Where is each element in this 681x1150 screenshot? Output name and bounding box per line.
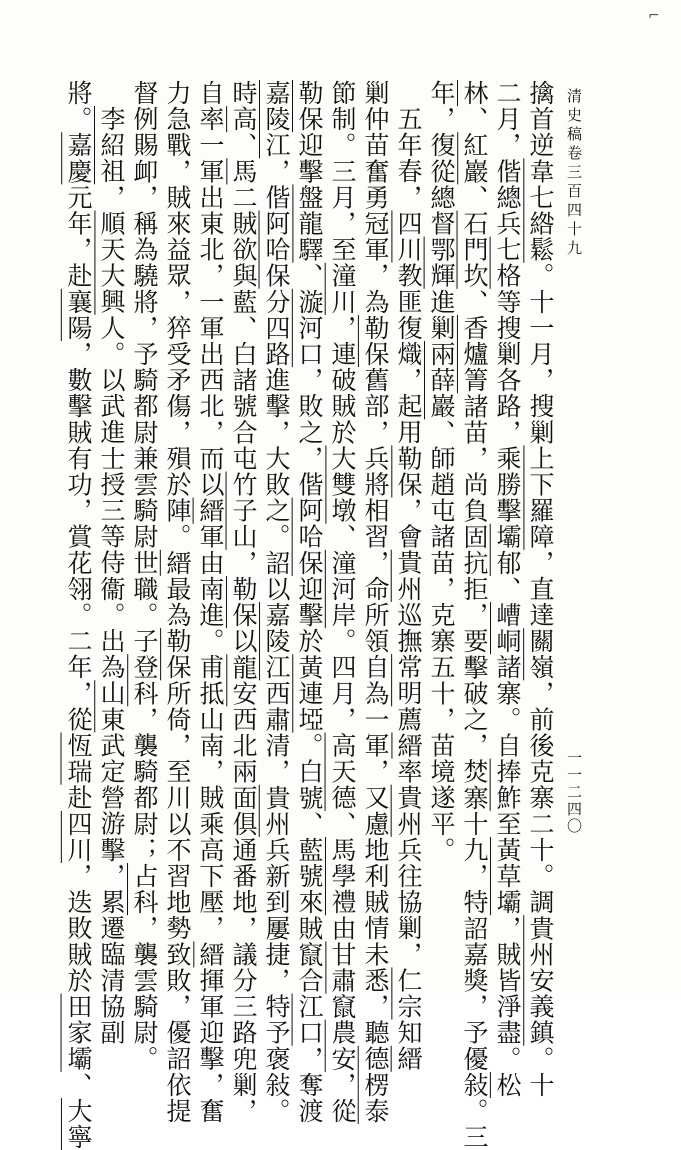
text-run: 西北兩面俱通番地，議分三路兜剿， xyxy=(229,706,258,1125)
text-column xyxy=(193,80,227,1125)
proper-noun: 德楞泰 xyxy=(361,1045,390,1125)
text-column xyxy=(226,80,260,1125)
text-run: 、師趙屯諸苗，克寨五十，苗境遂平。 xyxy=(427,419,456,864)
proper-noun: 嘉陵江 xyxy=(262,80,291,159)
proper-noun: 阿哈保 xyxy=(295,497,324,576)
proper-noun: 登科 xyxy=(130,654,159,707)
proper-noun: 黃連埡 xyxy=(295,654,324,733)
text-run: 軍由南進。甫抵山南，賊乘高下壓， xyxy=(196,523,225,942)
proper-noun: 兩薛巖 xyxy=(427,341,456,420)
text-run: 由 xyxy=(328,915,357,942)
proper-noun: 竹子山 xyxy=(229,471,258,550)
proper-noun: 紅巖 xyxy=(460,132,489,185)
text-run: 。白號、藍號來賊竄合 xyxy=(295,732,324,994)
text-run: 諸苗，尚負固抗拒，要擊破之，焚寨十九，特詔嘉獎，予優敍。三 xyxy=(460,393,489,1150)
proper-noun: 貴州安義鎮 xyxy=(526,915,555,1046)
text-column xyxy=(325,80,359,1125)
proper-noun: 仁宗 xyxy=(394,967,423,1020)
text-run: ，數擊賊有功，賞花翎。二年，從 xyxy=(64,341,93,733)
proper-noun: 關嶺 xyxy=(526,628,555,681)
text-run: 薦 xyxy=(394,706,423,733)
text-run: 最為 xyxy=(163,575,192,629)
text-run: 分四路進擊，大敗之。詔以 xyxy=(262,288,291,603)
text-run: 至 xyxy=(493,810,522,837)
text-column xyxy=(358,80,392,1125)
proper-noun: 勒保 xyxy=(295,80,324,133)
text-column xyxy=(127,80,161,1072)
text-run: 迎擊於 xyxy=(295,575,324,655)
proper-noun: 盤龍驛 xyxy=(295,184,324,263)
text-run: 元年，赴 xyxy=(64,184,93,289)
proper-noun: 李紹祖 xyxy=(97,106,126,185)
text-run: 。四月， xyxy=(328,628,357,733)
text-run: 、 xyxy=(493,575,522,603)
text-run: 巡撫 xyxy=(394,601,423,655)
proper-noun: 縉 xyxy=(394,1045,423,1072)
text-run: 等搜剿各路，乘勝擊 xyxy=(493,288,522,524)
page-corner-mark: ⌐ xyxy=(648,8,660,24)
text-column xyxy=(94,80,128,1046)
proper-noun: 勒保 xyxy=(229,575,258,629)
proper-noun: 黃草壩 xyxy=(493,836,522,916)
text-column xyxy=(259,80,293,1125)
text-run: 、 xyxy=(295,262,324,289)
text-run: ，直達 xyxy=(526,549,555,629)
proper-noun: 四川 xyxy=(394,210,423,263)
proper-noun: 農安 xyxy=(328,1019,357,1072)
text-run: 西肅清， xyxy=(262,680,291,785)
text-run: ，襲雲騎尉。 xyxy=(130,915,159,1072)
text-run: 、 xyxy=(460,288,489,315)
text-run: 揮軍迎擊，奮 xyxy=(196,967,225,1125)
text-run: 進剿 xyxy=(427,288,456,342)
text-run: ，偕 xyxy=(262,158,291,211)
text-run: 迎擊 xyxy=(295,132,324,185)
text-run: 、 xyxy=(328,810,357,837)
text-run: 舊部，兵將相習，命所領自為一軍，又慮地利賊情未悉，聽 xyxy=(361,367,390,1046)
text-run: ， xyxy=(229,549,258,576)
text-run: 擒首逆 xyxy=(526,80,555,159)
proper-noun: 貴州 xyxy=(394,549,423,602)
proper-noun: 七格 xyxy=(493,236,522,289)
text-column xyxy=(424,80,458,975)
proper-noun: 貴州 xyxy=(394,784,423,837)
proper-noun: 壩郁 xyxy=(493,523,522,576)
text-run: 知 xyxy=(394,1019,423,1046)
text-column xyxy=(160,80,194,1125)
proper-noun: 大寧 xyxy=(64,1097,93,1150)
text-run: 竄 xyxy=(328,993,357,1020)
proper-noun: 甘肅 xyxy=(328,941,357,994)
text-run: 力急戰，賊來益眾，猝受矛傷，殞於陣。 xyxy=(163,80,192,550)
proper-noun: 捧鮓 xyxy=(493,758,522,811)
proper-noun: 勒保 xyxy=(163,628,192,681)
text-run: 將。 xyxy=(64,80,93,133)
text-run: 。十 xyxy=(526,1045,555,1098)
text-run: 、 xyxy=(229,132,258,159)
proper-noun: 襄陽 xyxy=(64,288,93,342)
proper-noun: 馬 xyxy=(229,158,258,185)
proper-noun: 高 xyxy=(229,106,258,133)
text-run: 節制。三月，至 xyxy=(328,80,357,263)
proper-noun: 常明 xyxy=(394,654,423,707)
text-column xyxy=(61,80,95,1150)
proper-noun: 占科 xyxy=(130,863,159,916)
proper-noun: 馬學禮 xyxy=(328,836,357,916)
proper-noun: 潼川 xyxy=(328,262,357,315)
text-column xyxy=(523,80,557,1098)
proper-noun: 林 xyxy=(460,80,489,107)
proper-noun: 嶆峒 xyxy=(493,602,522,655)
proper-noun: 嘉慶 xyxy=(64,132,93,185)
text-run: 以 xyxy=(229,628,258,655)
text-run: ，賊皆淨盡。 xyxy=(493,915,522,1072)
text-run: 、 xyxy=(460,106,489,133)
text-run: 、 xyxy=(328,523,357,550)
proper-noun: 高天德 xyxy=(328,732,357,811)
text-column xyxy=(292,80,326,1125)
text-run: 二月，偕總兵 xyxy=(493,80,522,237)
text-run: 所倚，至川以不習地勢致敗，優詔依提 xyxy=(163,680,192,1125)
proper-noun: 縉 xyxy=(394,732,423,759)
text-run: 率 xyxy=(394,758,423,785)
text-run: 赴 xyxy=(64,784,93,811)
proper-noun: 江口 xyxy=(295,993,324,1046)
text-run: 教匪復熾，起用 xyxy=(394,262,423,446)
text-run: 武定營游擊，累遷臨清協副 xyxy=(97,732,126,1046)
text-run: 五年春， xyxy=(394,106,423,211)
text-run: ，敗之，偕 xyxy=(295,367,324,498)
text-run: 二賊欲與藍、白諸號合屯 xyxy=(229,184,258,472)
text-run: 。十一月，搜剿 xyxy=(526,262,555,446)
proper-noun: 縉 xyxy=(163,549,192,576)
text-run: 剿仲苗奮勇冠軍，為 xyxy=(361,80,390,315)
proper-noun: 潼河岸 xyxy=(328,549,357,629)
text-run: 兵新到屢捷，特予褒敍。 xyxy=(262,836,291,1125)
proper-noun: 田家壩 xyxy=(64,993,93,1072)
running-title: 清史稿卷三百四十九 xyxy=(565,88,583,259)
text-column xyxy=(391,80,425,1072)
text-run: 、 xyxy=(64,1071,93,1098)
proper-noun: 勒保 xyxy=(394,445,423,498)
proper-noun: 石門坎 xyxy=(460,210,489,289)
proper-noun: 縉 xyxy=(196,497,225,524)
text-run: 自率一軍出東北，一軍出西北，而以 xyxy=(196,80,225,498)
page-number: 一一二四〇 xyxy=(565,750,583,835)
proper-noun: 大雙墩 xyxy=(328,445,357,524)
proper-noun: 縉 xyxy=(196,941,225,968)
text-run: 時 xyxy=(229,80,258,107)
text-run: 人。以武進士授三等侍衞。出為 xyxy=(97,314,126,681)
proper-noun: 嘉陵江 xyxy=(262,602,291,681)
text-run: 、 xyxy=(460,184,489,211)
proper-noun: 勒保 xyxy=(361,314,390,368)
proper-noun: 鄂輝 xyxy=(427,236,456,289)
text-run: ，襲騎都尉； xyxy=(130,706,159,864)
text-run: 兵往協剿， xyxy=(394,836,423,968)
text-run: ，奪渡 xyxy=(295,1045,324,1125)
text-run: ，連破賊於 xyxy=(328,314,357,446)
proper-noun: 漩河口 xyxy=(295,288,324,368)
text-run: ，迭敗賊於 xyxy=(64,863,93,994)
text-run: ，前後克寨二十。調 xyxy=(526,680,555,916)
text-run: 年，復從總督 xyxy=(427,80,456,237)
text-run: ，從 xyxy=(328,1071,357,1125)
proper-noun: 韋七綹鬆 xyxy=(526,158,555,263)
proper-noun: 香爐箐 xyxy=(460,314,489,394)
text-column xyxy=(457,80,491,1150)
proper-noun: 四川 xyxy=(64,810,93,864)
text-run: 諸寨。自 xyxy=(493,654,522,759)
proper-noun: 順天大興 xyxy=(97,210,126,315)
proper-noun: 上下羅障 xyxy=(526,445,555,550)
proper-noun: 貴州 xyxy=(262,784,291,837)
proper-noun: 阿哈保 xyxy=(262,210,291,289)
proper-noun: 恆瑞 xyxy=(64,732,93,785)
text-run: ， xyxy=(97,184,126,211)
proper-noun: 龍安 xyxy=(229,654,258,707)
text-column xyxy=(490,80,524,1098)
text-run: 督例賜卹，稱為驍將，予騎都尉兼雲騎尉世職。子 xyxy=(130,80,159,655)
proper-noun: 山東 xyxy=(97,680,126,733)
text-run: ，會 xyxy=(394,497,423,550)
proper-noun: 松 xyxy=(493,1071,522,1098)
